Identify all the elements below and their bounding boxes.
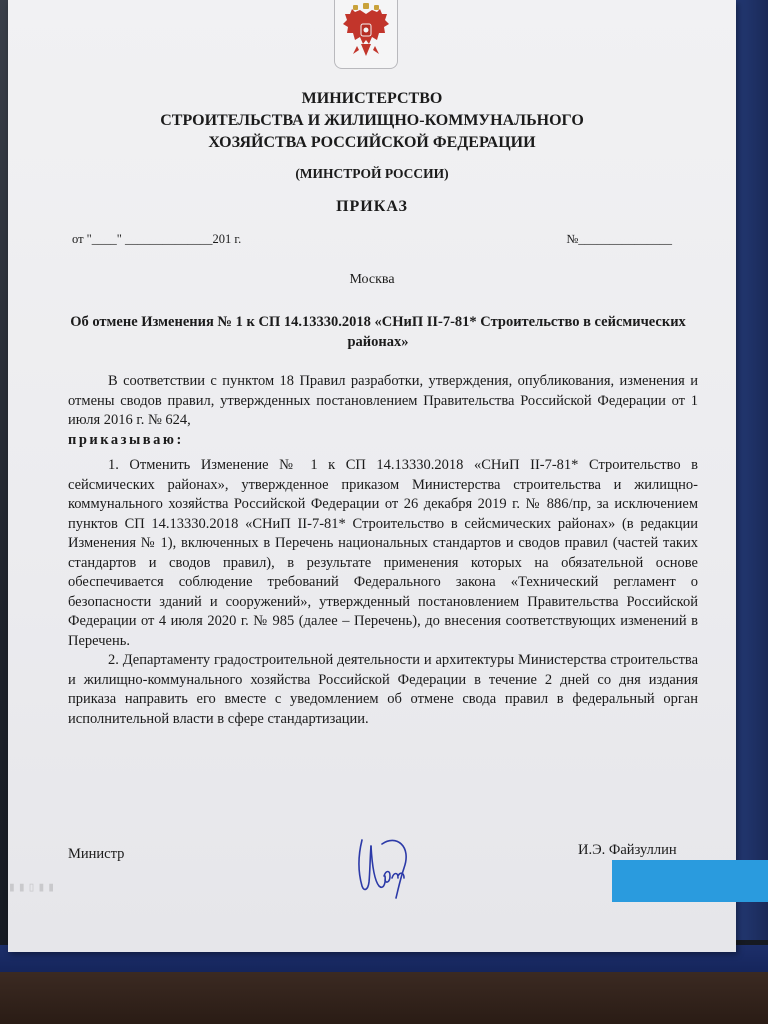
- signatory-name: И.Э. Файзуллин: [578, 842, 677, 858]
- ghost-stamp-mark: ▮▮▯▮▮: [8, 880, 58, 895]
- order-item-1: 1. Отменить Изменение № 1 к СП 14.13330.2018 «СНиП II-7-81* Строительство в сейсмических районах», утвержденное приказом Министерства строительства и жилищно-коммунального хозяйства Российской Федерации от 26 декабря 2019 г. № 886/пр, за исключением пунктов СП 14.13330.2018 «СНиП II-7-81* Строительство в сейсмических районах» (в редакции Изменения № 1), включенных в Перечень национальных стандартов и сводов правил (частей таких стандартов и сводов правил), в результате применения которых на обязательной основе обеспечивается соблюдение требований Федерального закона «Технический регламент о безопасности зданий и сооружений», утвержденный постановлением Правительства Российской Федерации от 4 июля 2020 г. № 985 (далее – Перечень), до внесения соответствующих изменений в Перечень.: [68, 457, 698, 649]
- date-field: от "____" ______________201 г.: [72, 232, 242, 246]
- document-type: ПРИКАЗ: [336, 198, 408, 215]
- handwritten-signature: [352, 828, 416, 905]
- ministry-line-2: СТРОИТЕЛЬСТВА И ЖИЛИЩНО-КОММУНАЛЬНОГО: [160, 112, 584, 129]
- city: Москва: [349, 272, 395, 287]
- table-surface: [0, 972, 768, 1024]
- ministry-line-3: ХОЗЯЙСТВА РОССИЙСКОЙ ФЕДЕРАЦИИ: [208, 134, 536, 151]
- signatory-position: Министр: [68, 846, 125, 862]
- coat-of-arms-icon: [334, 0, 398, 69]
- preamble: В соответствии с пунктом 18 Правил разработки, утверждения, опубликования, изменения и отмены сводов правил, утвержденных постановлением Правительства Российской Федерации от 1 июля 2016 г. № 624,: [68, 373, 698, 428]
- dateline: [72, 232, 672, 247]
- document-body: [68, 372, 698, 729]
- redaction-block: [612, 860, 768, 902]
- document-subject: Об отмене Изменения № 1 к СП 14.13330.2018 «СНиП II-7-81* Строительство в сейсмических районах»: [70, 314, 686, 350]
- ministry-line-1: МИНИСТЕРСТВО: [301, 90, 443, 107]
- order-item-2: 2. Департаменту градостроительной деятельности и архитектуры Министерства строительства и жилищно-коммунального хозяйства Российской Федерации в течение 2 дней со дня издания приказа направить его вместе с уведомлением об отмене свода правил в федеральный орган исполнительной власти в сфере стандартизации.: [68, 652, 698, 727]
- ministry-name: [8, 88, 736, 154]
- document-page: [8, 0, 736, 952]
- ministry-abbreviation: (МИНСТРОЙ РОССИИ): [295, 166, 449, 181]
- decree-word: приказываю:: [68, 431, 184, 448]
- number-field: №_______________: [566, 232, 672, 246]
